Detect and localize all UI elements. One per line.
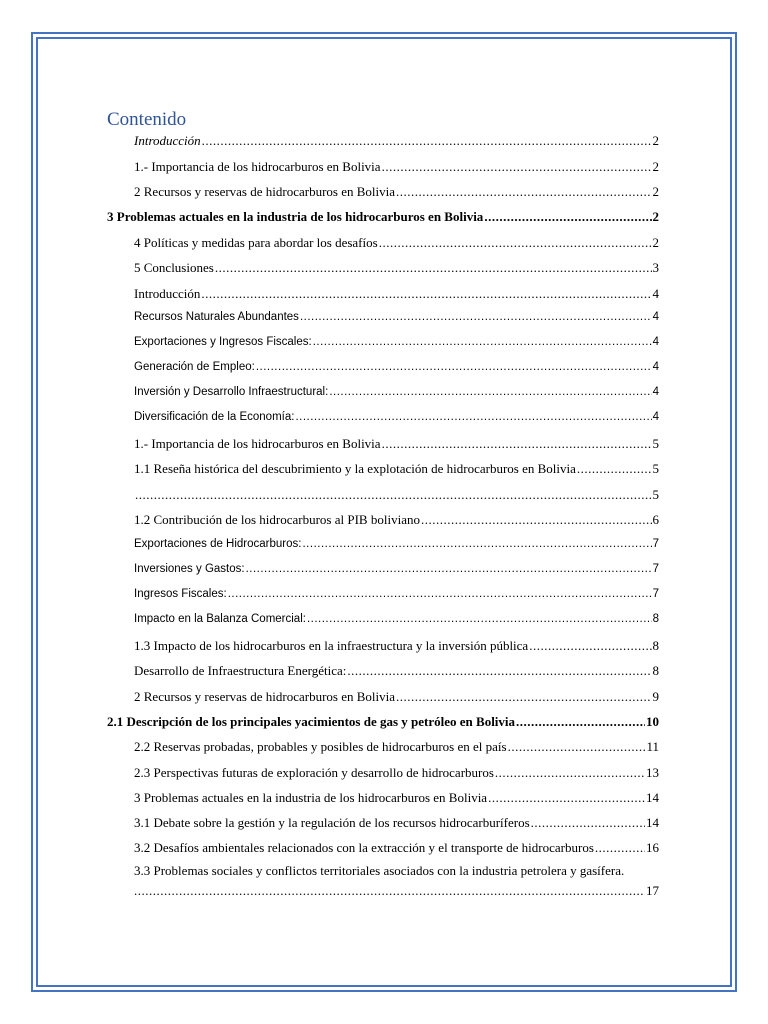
toc-entry[interactable] bbox=[134, 386, 659, 406]
toc-entry-page: 8 bbox=[652, 663, 659, 678]
toc-entry-page: 16 bbox=[646, 840, 659, 855]
dot-leader bbox=[508, 739, 646, 755]
dot-leader bbox=[577, 461, 652, 477]
toc-entry-page: 2 bbox=[652, 184, 659, 199]
dot-leader bbox=[201, 286, 651, 302]
toc-entry-label: 2.2 Reservas probadas, probables y posibles de hidrocarburos en el país bbox=[134, 739, 507, 754]
dot-leader bbox=[246, 563, 652, 575]
dot-leader bbox=[256, 361, 652, 373]
toc-entry-page: 8 bbox=[652, 638, 659, 653]
toc-entry-label: 2.3 Perspectivas futuras de exploración y desarrollo de hidrocarburos bbox=[134, 765, 494, 780]
toc-entry[interactable] bbox=[134, 260, 659, 280]
toc-entry-page: 4 bbox=[652, 361, 659, 373]
dot-leader bbox=[313, 336, 652, 348]
toc-entry-label: 4 Políticas y medidas para abordar los desafíos bbox=[134, 235, 378, 250]
toc-entry-page: 7 bbox=[652, 538, 659, 550]
toc-entry-page: 2 bbox=[652, 133, 659, 148]
toc-entry[interactable] bbox=[134, 512, 659, 532]
toc-entry[interactable] bbox=[107, 209, 659, 229]
toc-entry-label: 2 Recursos y reservas de hidrocarburos en Bolivia bbox=[134, 184, 396, 199]
toc-entry[interactable] bbox=[134, 286, 659, 306]
toc-entry-label: 1.3 Impacto de los hidrocarburos en la infraestructura y la inversión pública bbox=[134, 638, 529, 653]
toc-entry[interactable] bbox=[134, 538, 659, 558]
dot-leader bbox=[307, 613, 652, 625]
toc-entry-page: 2 bbox=[652, 159, 659, 174]
toc-entry-label: 1.- Importancia de los hidrocarburos en Bolivia bbox=[134, 159, 381, 174]
dot-leader bbox=[484, 209, 651, 225]
toc-entry-label: 1.- Importancia de los hidrocarburos en Bolivia bbox=[134, 436, 381, 451]
toc-entry-label: 3.1 Debate sobre la gestión y la regulación de los recursos hidrocarburíferos bbox=[134, 815, 530, 830]
dot-leader bbox=[302, 538, 651, 550]
toc-entry-page: 14 bbox=[646, 815, 659, 830]
toc-entry-label: 2 Recursos y reservas de hidrocarburos en Bolivia bbox=[134, 689, 396, 704]
toc-entry[interactable] bbox=[134, 613, 659, 633]
toc-entry[interactable] bbox=[134, 689, 659, 709]
toc-entry[interactable] bbox=[134, 790, 659, 810]
dot-leader bbox=[382, 436, 652, 452]
toc-entry-label: Inversiones y Gastos: bbox=[134, 563, 245, 575]
toc-entry[interactable] bbox=[134, 815, 659, 835]
toc-entry-label: 1.1 Reseña histórica del descubrimiento y la explotación de hidrocarburos en Bolivia bbox=[134, 461, 576, 476]
dot-leader bbox=[595, 840, 645, 856]
toc-entry-page: 2 bbox=[652, 235, 659, 250]
toc-entry[interactable] bbox=[134, 184, 659, 204]
dot-leader bbox=[488, 790, 645, 806]
toc-entry-label: Recursos Naturales Abundantes bbox=[134, 311, 299, 323]
toc-entry-page: 7 bbox=[652, 563, 659, 575]
toc-entry[interactable] bbox=[107, 714, 659, 734]
toc-entry-page: 9 bbox=[652, 689, 659, 704]
toc-entry-label: 5 Conclusiones bbox=[134, 260, 214, 275]
toc-entry-label: 3 Problemas actuales en la industria de los hidrocarburos en Bolivia bbox=[107, 209, 484, 224]
toc-entry[interactable] bbox=[134, 361, 659, 381]
dot-leader bbox=[295, 411, 651, 423]
toc-entry-page: 5 bbox=[652, 461, 659, 476]
toc-entry[interactable] bbox=[134, 765, 659, 785]
toc-entry-label: Impacto en la Balanza Comercial: bbox=[134, 613, 306, 625]
toc-entry-page: 4 bbox=[652, 336, 659, 348]
toc-entry-page: 14 bbox=[646, 790, 659, 805]
dot-leader bbox=[134, 883, 645, 899]
toc-entry[interactable] bbox=[134, 436, 659, 456]
toc-entry[interactable] bbox=[134, 411, 659, 431]
toc-entry-page: 10 bbox=[646, 714, 659, 729]
toc-entry[interactable] bbox=[134, 840, 659, 860]
toc-entry-label: Generación de Empleo: bbox=[134, 361, 255, 373]
toc-entry[interactable] bbox=[134, 487, 659, 507]
toc-entry-label: Introducción bbox=[134, 133, 201, 148]
toc-entry-page: 7 bbox=[652, 588, 659, 600]
toc-entry[interactable] bbox=[134, 588, 659, 608]
toc-entry[interactable] bbox=[134, 563, 659, 583]
toc-entry-label: Introducción bbox=[134, 286, 201, 301]
toc-entry-page: 4 bbox=[652, 286, 659, 301]
toc-entry-page: 11 bbox=[646, 739, 659, 754]
dot-leader bbox=[329, 386, 651, 398]
toc-entry[interactable] bbox=[134, 461, 659, 481]
dot-leader bbox=[495, 765, 645, 781]
toc-entry-page: 6 bbox=[652, 512, 659, 527]
toc-entry[interactable] bbox=[134, 663, 659, 683]
dot-leader bbox=[421, 512, 652, 528]
toc-entry[interactable] bbox=[134, 159, 659, 179]
dot-leader bbox=[396, 184, 651, 200]
dot-leader bbox=[529, 638, 651, 654]
toc-entry[interactable] bbox=[134, 638, 659, 658]
toc-entry-label: Diversificación de la Economía: bbox=[134, 411, 295, 423]
dot-leader bbox=[531, 815, 645, 831]
dot-leader bbox=[135, 487, 652, 503]
toc-entry-page: 5 bbox=[652, 487, 659, 502]
toc-entry-page: 4 bbox=[652, 411, 659, 423]
toc-entry[interactable] bbox=[134, 863, 659, 883]
dot-leader bbox=[379, 235, 652, 251]
dot-leader bbox=[215, 260, 652, 276]
toc-heading: Contenido bbox=[107, 109, 187, 130]
dot-leader bbox=[347, 663, 651, 679]
toc-entry-label: Inversión y Desarrollo Infraestructural: bbox=[134, 386, 329, 398]
toc-entry-label: 2.1 Descripción de los principales yacimientos de gas y petróleo en Bolivia bbox=[107, 714, 516, 729]
toc-entry-page: 4 bbox=[652, 311, 659, 323]
dot-leader bbox=[202, 133, 652, 149]
toc-entry-page: 5 bbox=[652, 436, 659, 451]
toc-entry-page: 13 bbox=[646, 765, 659, 780]
toc-entry[interactable] bbox=[134, 133, 659, 153]
toc-entry-continuation[interactable] bbox=[134, 883, 659, 903]
toc-entry-label: 1.2 Contribución de los hidrocarburos al PIB boliviano bbox=[134, 512, 420, 527]
toc-entry-label: Desarrollo de Infraestructura Energética: bbox=[134, 663, 347, 678]
toc-entry-page: 3 bbox=[652, 260, 659, 275]
toc-entry-page: 2 bbox=[652, 209, 659, 224]
toc-entry[interactable] bbox=[134, 311, 659, 331]
dot-leader bbox=[516, 714, 645, 730]
toc-entry[interactable] bbox=[134, 235, 659, 255]
toc-entry-page: 17 bbox=[646, 883, 659, 898]
toc-entry[interactable] bbox=[134, 336, 659, 356]
toc-entry-label: 3 Problemas actuales en la industria de los hidrocarburos en Bolivia bbox=[134, 790, 488, 805]
toc-entry-page: 4 bbox=[652, 386, 659, 398]
dot-leader bbox=[228, 588, 652, 600]
toc-entry-label: 3.2 Desafíos ambientales relacionados con la extracción y el transporte de hidrocarburos bbox=[134, 840, 594, 855]
toc-entry[interactable] bbox=[134, 739, 659, 759]
toc-entry-label: 3.3 Problemas sociales y conflictos territoriales asociados con la industria petrolera y gasífera. bbox=[134, 863, 625, 878]
toc-entry-label: Ingresos Fiscales: bbox=[134, 588, 227, 600]
dot-leader bbox=[396, 689, 651, 705]
toc-entry-page: 8 bbox=[652, 613, 659, 625]
toc-entry-label: Exportaciones de Hidrocarburos: bbox=[134, 538, 302, 550]
dot-leader bbox=[382, 159, 652, 175]
toc-entry-label: Exportaciones y Ingresos Fiscales: bbox=[134, 336, 312, 348]
dot-leader bbox=[300, 311, 652, 323]
